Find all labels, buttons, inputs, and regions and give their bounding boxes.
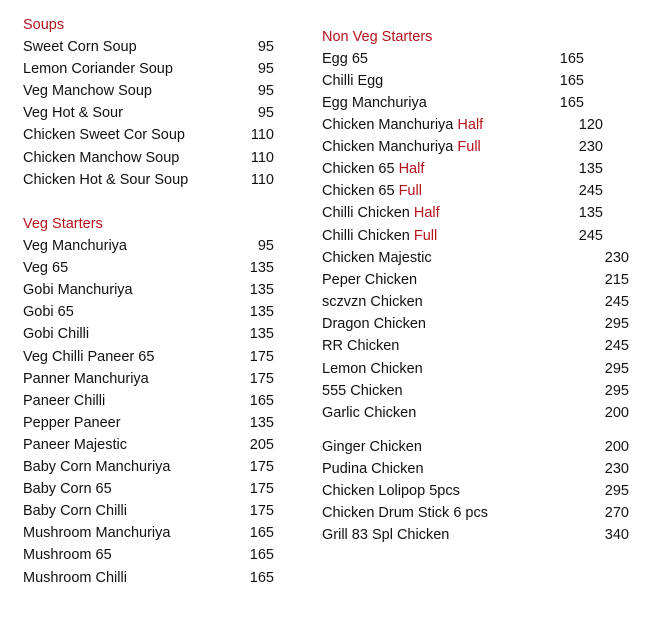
item-price: 245 [578,183,603,200]
item-name-text: Chicken Drum Stick 6 pcs [322,505,488,522]
item-price: 175 [249,370,274,387]
item-name [322,524,449,546]
item-price: 175 [249,459,274,475]
item-price: 340 [604,527,629,544]
item-name [322,380,403,402]
item-name [322,202,440,224]
item-name [322,114,483,136]
item-name [23,124,185,146]
item-name [322,291,423,313]
item-name-text: Chicken Hot & Sour Soup [23,171,189,188]
menu-item [23,567,274,589]
item-name-text: Paneer Chilli [23,392,106,409]
item-name-text: Veg Manchow Soup [23,83,152,100]
item-name [23,279,133,301]
item-price: 165 [559,73,584,90]
menu-item [322,48,584,70]
menu-item [322,480,629,502]
item-name-text: RR Chicken [322,338,400,355]
item-name-text: Panner Manchuriya [23,370,149,387]
item-name [23,147,179,169]
item-name [322,92,427,114]
item-name-text: Baby Corn Manchuriya [23,459,171,475]
item-price: 175 [249,481,274,498]
item-name [322,402,416,424]
menu-item [23,478,274,500]
menu-item [322,70,584,92]
menu-item [23,522,274,544]
item-name [23,412,121,434]
item-name-text: Chicken 65 [322,183,399,200]
menu-item [23,147,274,169]
menu-item [322,136,603,158]
item-name-text: Chicken Manchuriya [322,117,458,133]
item-name [23,478,112,500]
item-name-text: Chicken Lolipop 5pcs [322,483,460,500]
item-name-text: Grill 83 Spl Chicken [322,527,450,544]
item-name [23,257,68,279]
menu-item [322,269,629,291]
item-name-text: Veg Chilli Paneer 65 [23,348,155,365]
menu-item [23,390,274,412]
item-name [322,313,426,335]
item-price: 165 [249,392,274,409]
menu-item [322,458,629,480]
item-name-text: Gobi 65 [23,304,74,321]
item-price: 110 [250,149,274,166]
menu-item [322,436,629,458]
menu-item [23,368,274,390]
item-name [23,36,137,58]
section-title-soups: Soups [23,17,65,33]
item-name-text: Baby Corn Chilli [23,503,127,520]
item-name [23,500,127,522]
item-price: 270 [604,505,629,522]
menu-item [322,380,629,402]
item-name-text: Chicken Sweet Cor Soup [23,127,185,144]
menu-item [23,36,274,58]
item-name [23,368,149,390]
item-name-text: Peper Chicken [322,272,418,289]
menu-item [322,158,603,180]
item-name [322,480,460,502]
item-name-text: Chilli Chicken [322,227,414,244]
item-name-text: 555 Chicken [322,382,403,399]
item-name-text: Lemon Chicken [322,360,423,377]
item-price: 205 [249,436,274,453]
item-price: 200 [604,439,629,455]
menu-item [322,180,603,202]
item-name-text: Lemon Coriander Soup [23,61,173,78]
item-price: 245 [578,227,603,244]
item-name-text: Pepper Paneer [23,414,121,431]
item-name [322,502,488,524]
item-name-text: Veg 65 [23,260,69,277]
item-name-text: Garlic Chicken [322,404,417,421]
item-price: 165 [559,51,584,67]
item-name-text: Gobi Manchuriya [23,282,133,299]
menu-item [322,524,629,546]
item-name [23,301,74,323]
menu-item [23,257,274,279]
item-price: 95 [257,238,274,254]
item-name-text: Veg Manchuriya [23,238,127,254]
item-price: 135 [249,282,274,299]
item-price: 245 [604,338,629,355]
menu-item [23,346,274,368]
menu-item [23,102,274,124]
menu-item [23,279,274,301]
menu-item [23,456,274,478]
item-price: 295 [604,360,629,377]
item-price: 295 [604,382,629,399]
item-name-text: Pudina Chicken [322,461,424,478]
menu-item [322,225,603,247]
item-name-text: Dragon Chicken [322,316,426,333]
item-price: 165 [249,525,274,542]
menu-item [23,323,274,345]
item-name [23,235,127,257]
item-price: 165 [249,547,274,564]
item-price: 215 [604,272,629,289]
portion-size-tag: Full [398,183,422,200]
item-price: 230 [604,250,629,266]
menu-item [23,544,274,566]
section-title-veg-starters: Veg Starters [23,216,103,232]
item-price: 175 [249,348,274,365]
item-name [23,346,154,368]
item-name-text: Egg 65 [322,51,368,67]
item-price: 245 [604,294,629,311]
portion-size-tag: Full [413,227,438,244]
item-price: 230 [604,461,629,478]
item-name [322,436,422,458]
portion-size-tag: Half [413,205,440,222]
item-name [23,323,89,345]
item-name-text: sczvzn Chicken [322,294,423,311]
portion-size-tag: Half [398,161,425,178]
menu-item [23,124,274,146]
item-name [322,180,422,202]
item-name [322,335,399,357]
item-name-text: Ginger Chicken [322,439,422,455]
item-name [322,136,481,158]
item-name-text: Mushroom Chilli [23,569,127,586]
item-name-text: Chicken Majestic [322,250,432,266]
item-name-text: Sweet Corn Soup [23,39,137,55]
menu-item [23,500,274,522]
item-price: 295 [604,483,629,500]
item-name-text: Chilli Chicken [322,205,414,222]
menu-item [322,335,629,357]
menu-item [322,291,629,313]
item-name [23,522,170,544]
menu-item [23,169,274,191]
item-name [322,225,437,247]
item-name-text: Baby Corn 65 [23,481,112,498]
menu-item [322,358,629,380]
item-name [23,567,127,589]
item-name-text: Mushroom 65 [23,547,112,564]
item-name [23,169,188,191]
menu-item [23,412,274,434]
section-title-non-veg-starters: Non Veg Starters [322,29,433,45]
item-name [23,390,105,412]
item-name [23,58,173,80]
menu-item [322,402,629,424]
item-name [322,247,432,269]
item-price: 200 [604,404,629,421]
menu-item [322,202,603,224]
portion-size-tag: Half [457,117,484,133]
menu-item [23,301,274,323]
item-name [322,358,423,380]
item-price: 95 [257,105,274,122]
item-name-text: Paneer Majestic [23,436,127,453]
item-price: 165 [559,95,584,112]
item-price: 95 [257,61,274,78]
menu-item [322,92,584,114]
item-price: 165 [249,569,274,586]
item-price: 230 [578,139,603,156]
menu-item [322,114,603,136]
item-name [23,544,112,566]
item-name [23,80,152,102]
item-name-text: Gobi Chilli [23,326,90,343]
item-price: 95 [257,39,274,55]
item-name [322,269,417,291]
item-name [23,456,171,478]
item-price: 295 [604,316,629,333]
item-name [322,458,424,480]
item-name-text: Chilli Egg [322,73,384,90]
item-price: 110 [250,171,274,188]
menu-item [23,80,274,102]
item-price: 135 [578,205,603,222]
menu-item [322,313,629,335]
menu-item [23,434,274,456]
item-price: 120 [578,117,603,133]
item-price: 95 [257,83,274,100]
item-price: 135 [249,304,274,321]
portion-size-tag: Full [457,139,481,156]
item-price: 135 [249,260,274,277]
item-name [322,70,383,92]
menu-item [322,502,629,524]
item-name [23,102,123,124]
item-name-text: Veg Hot & Sour [23,105,123,122]
item-name-text: Chicken 65 [322,161,399,178]
item-name [322,158,424,180]
item-name [322,48,368,70]
item-name-text: Egg Manchuriya [322,95,427,112]
menu-item [23,58,274,80]
item-price: 110 [250,127,274,144]
menu-item [322,247,629,269]
item-name-text: Chicken Manchow Soup [23,149,180,166]
item-price: 135 [249,326,274,343]
item-price: 135 [578,161,603,178]
menu-item [23,235,274,257]
item-price: 135 [249,414,274,431]
item-name-text: Mushroom Manchuriya [23,525,171,542]
item-name [23,434,127,456]
item-price: 175 [249,503,274,520]
item-name-text: Chicken Manchuriya [322,139,458,156]
